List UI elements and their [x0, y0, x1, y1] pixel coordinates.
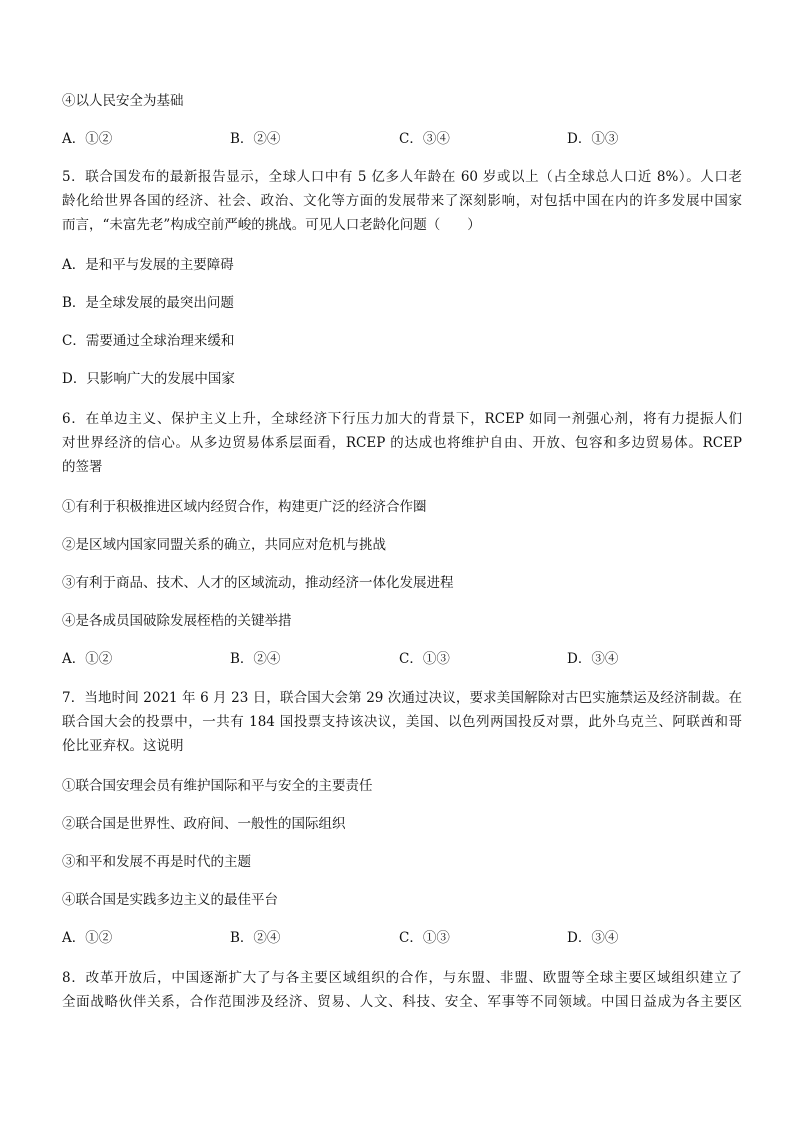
- q5-choice-c[interactable]: C．需要通过全球治理来缓和: [62, 333, 235, 349]
- q7-option-b[interactable]: B．②④: [230, 930, 281, 946]
- q7-option-d[interactable]: D．③④: [567, 930, 619, 946]
- q6-option-c[interactable]: C．①③: [399, 651, 450, 667]
- q7-item-4: ④联合国是实践多边主义的最佳平台: [62, 892, 278, 908]
- q7-item-2: ②联合国是世界性、政府间、一般性的国际组织: [62, 816, 346, 832]
- q4-option-a[interactable]: A．①②: [62, 131, 113, 147]
- q7-item-3: ③和平和发展不再是时代的主题: [62, 854, 251, 870]
- q5-stem-line-2: 龄化给世界各国的经济、社会、政治、文化等方面的发展带来了深刻影响，对包括中国在内的许多发展中国家: [62, 193, 742, 209]
- q6-item-2: ②是区域内国家同盟关系的确立，共同应对危机与挑战: [62, 537, 386, 553]
- q5-choice-d[interactable]: D．只影响广大的发展中国家: [62, 371, 235, 387]
- q7-item-1: ①联合国安理会员有维护国际和平与安全的主要责任: [62, 778, 373, 794]
- q4-item-4: ④以人民安全为基础: [62, 93, 184, 109]
- q6-stem-line-2: 对世界经济的信心。从多边贸易体系层面看，RCEP 的达成也将维护自由、开放、包容和多边贸易体。RCEP: [62, 435, 742, 451]
- q6-option-a[interactable]: A．①②: [62, 651, 113, 667]
- q7-options: [62, 929, 742, 947]
- q7-stem-line-2: 联合国大会的投票中，一共有 184 国投票支持该决议，美国、以色列两国投反对票，此外乌克兰、阿联酋和哥: [62, 714, 742, 730]
- q7-option-a[interactable]: A．①②: [62, 930, 113, 946]
- q6-stem-line-1: 6．在单边主义、保护主义上升，全球经济下行压力加大的背景下，RCEP 如同一剂强心剂，将有力提振人们: [62, 411, 742, 427]
- q6-stem-line-3: 的签署: [62, 459, 103, 475]
- q6-options: [62, 650, 742, 668]
- q7-stem-line-3: 伦比亚弃权。这说明: [62, 738, 184, 754]
- q6-item-1: ①有利于积极推进区域内经贸合作，构建更广泛的经济合作圈: [62, 499, 427, 515]
- q4-option-c[interactable]: C．③④: [399, 131, 450, 147]
- q5-choice-b[interactable]: B．是全球发展的最突出问题: [62, 295, 234, 311]
- q7-stem-line-1: 7．当地时间 2021 年 6 月 23 日，联合国大会第 29 次通过决议，要求美国解除对古巴实施禁运及经济制裁。在: [62, 690, 742, 706]
- q8-stem-line-1: 8．改革开放后，中国逐渐扩大了与各主要区域组织的合作，与东盟、非盟、欧盟等全球主要区域组织建立了: [62, 970, 742, 986]
- q6-item-3: ③有利于商品、技术、人才的区域流动，推动经济一体化发展进程: [62, 575, 454, 591]
- q6-option-b[interactable]: B．②④: [230, 651, 281, 667]
- q5-stem-line-3: 而言，“未富先老”构成空前严峻的挑战。可见人口老龄化问题（ ）: [62, 217, 481, 233]
- q5-choice-a[interactable]: A．是和平与发展的主要障碍: [62, 257, 234, 273]
- q4-option-b[interactable]: B．②④: [230, 131, 281, 147]
- q6-item-4: ④是各成员国破除发展桎梏的关键举措: [62, 613, 292, 629]
- q7-option-c[interactable]: C．①③: [399, 930, 450, 946]
- q8-stem-line-2: 全面战略伙伴关系，合作范围涉及经济、贸易、人文、科技、安全、军事等不同领域。中国日益成为各主要区: [62, 994, 742, 1010]
- q4-options: [62, 130, 742, 148]
- q6-option-d[interactable]: D．③④: [567, 651, 619, 667]
- q5-stem-line-1: 5．联合国发布的最新报告显示，全球人口中有 5 亿多人年龄在 60 岁或以上（占全球总人口近 8%）。人口老: [62, 169, 742, 185]
- q4-option-d[interactable]: D．①③: [567, 131, 619, 147]
